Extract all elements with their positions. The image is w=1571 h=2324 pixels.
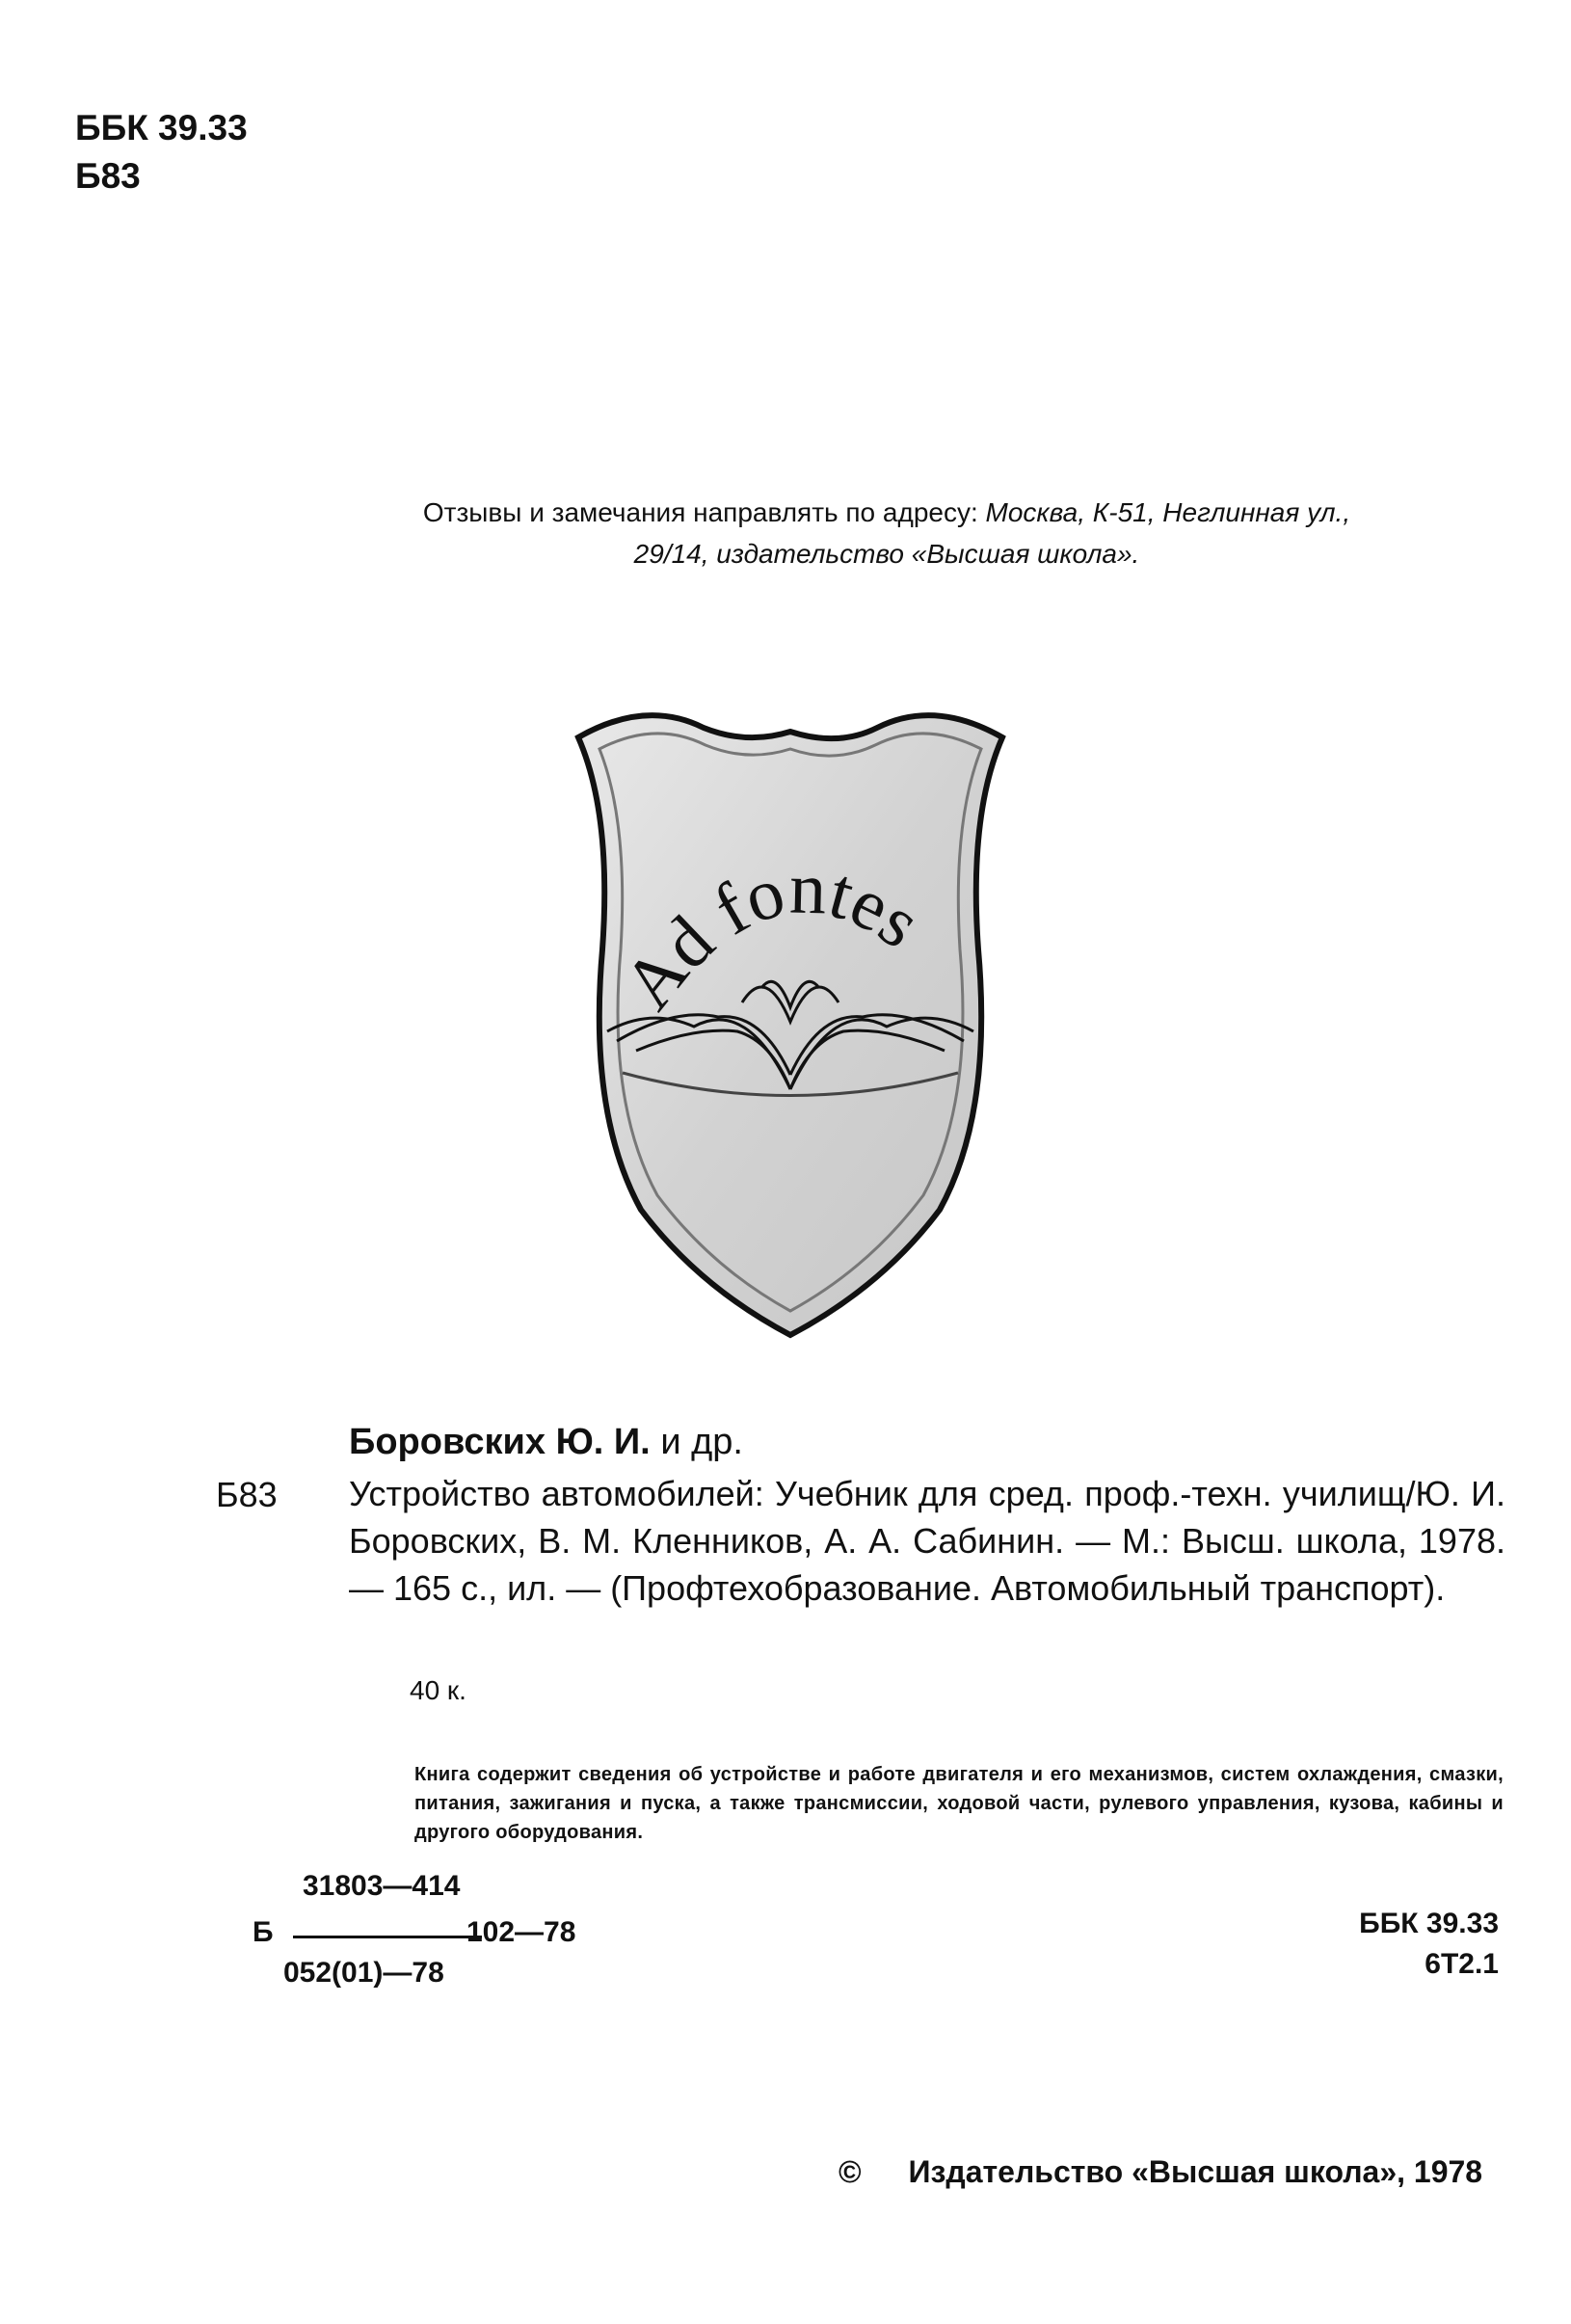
ad-fontes-emblem bbox=[540, 708, 1041, 1345]
catalog-price: 40 к. bbox=[410, 1675, 466, 1705]
bbk-right-sub: 6Т2.1 bbox=[1425, 1948, 1499, 1980]
feedback-address bbox=[280, 492, 1494, 574]
fraction-suffix: 102—78 bbox=[466, 1916, 576, 1948]
bbk-right-code: ББК 39.33 bbox=[1359, 1908, 1499, 1939]
copyright-icon: © bbox=[839, 2154, 862, 2189]
fraction-numerator: 31803—414 bbox=[303, 1870, 461, 1902]
catalog-description: Устройство автомобилей: Учебник для сред. проф.-техн. училищ/Ю. И. Боровских, В. М. Кленников, А. А. Сабинин. — М.: Высш. школа, 1978. — 165 с., ил. — (Профтехобразование. Автомобильный транспорт). bbox=[349, 1474, 1505, 1608]
fraction-denominator: 052(01)—78 bbox=[283, 1957, 444, 1989]
catalog-author: Боровских Ю. И. bbox=[349, 1422, 651, 1462]
catalog-index: Б83 bbox=[216, 1475, 278, 1514]
catalog-author-suffix: и др. bbox=[660, 1422, 743, 1462]
author-mark: Б83 bbox=[75, 156, 141, 196]
bbk-header bbox=[75, 104, 248, 200]
catalog-annotation: Книга содержит сведения об устройстве и работе двигателя и его механизмов, систем охлаждения, смазки, питания, зажигания и пуска, а также трансмиссии, ходовой части, рулевого управления, кузова, кабины и другого оборудования. bbox=[414, 1764, 1504, 1843]
address-location: Москва, К-51, Неглинная ул., bbox=[985, 497, 1351, 527]
fraction-prefix: Б bbox=[253, 1916, 274, 1948]
emblem-motto: Ad fontes bbox=[607, 847, 936, 1025]
bbk-classification bbox=[1253, 1904, 1499, 1985]
address-line2: 29/14, издательство «Высшая школа». bbox=[633, 539, 1140, 569]
bbk-code: ББК 39.33 bbox=[75, 108, 248, 147]
catalog-author-line bbox=[349, 1422, 743, 1463]
fraction-bar bbox=[293, 1936, 482, 1938]
copyright-line bbox=[839, 2154, 1504, 2190]
copyright-text: Издательство «Высшая школа», 1978 bbox=[908, 2154, 1483, 2189]
address-prefix: Отзывы и замечания направлять по адресу: bbox=[422, 497, 978, 527]
